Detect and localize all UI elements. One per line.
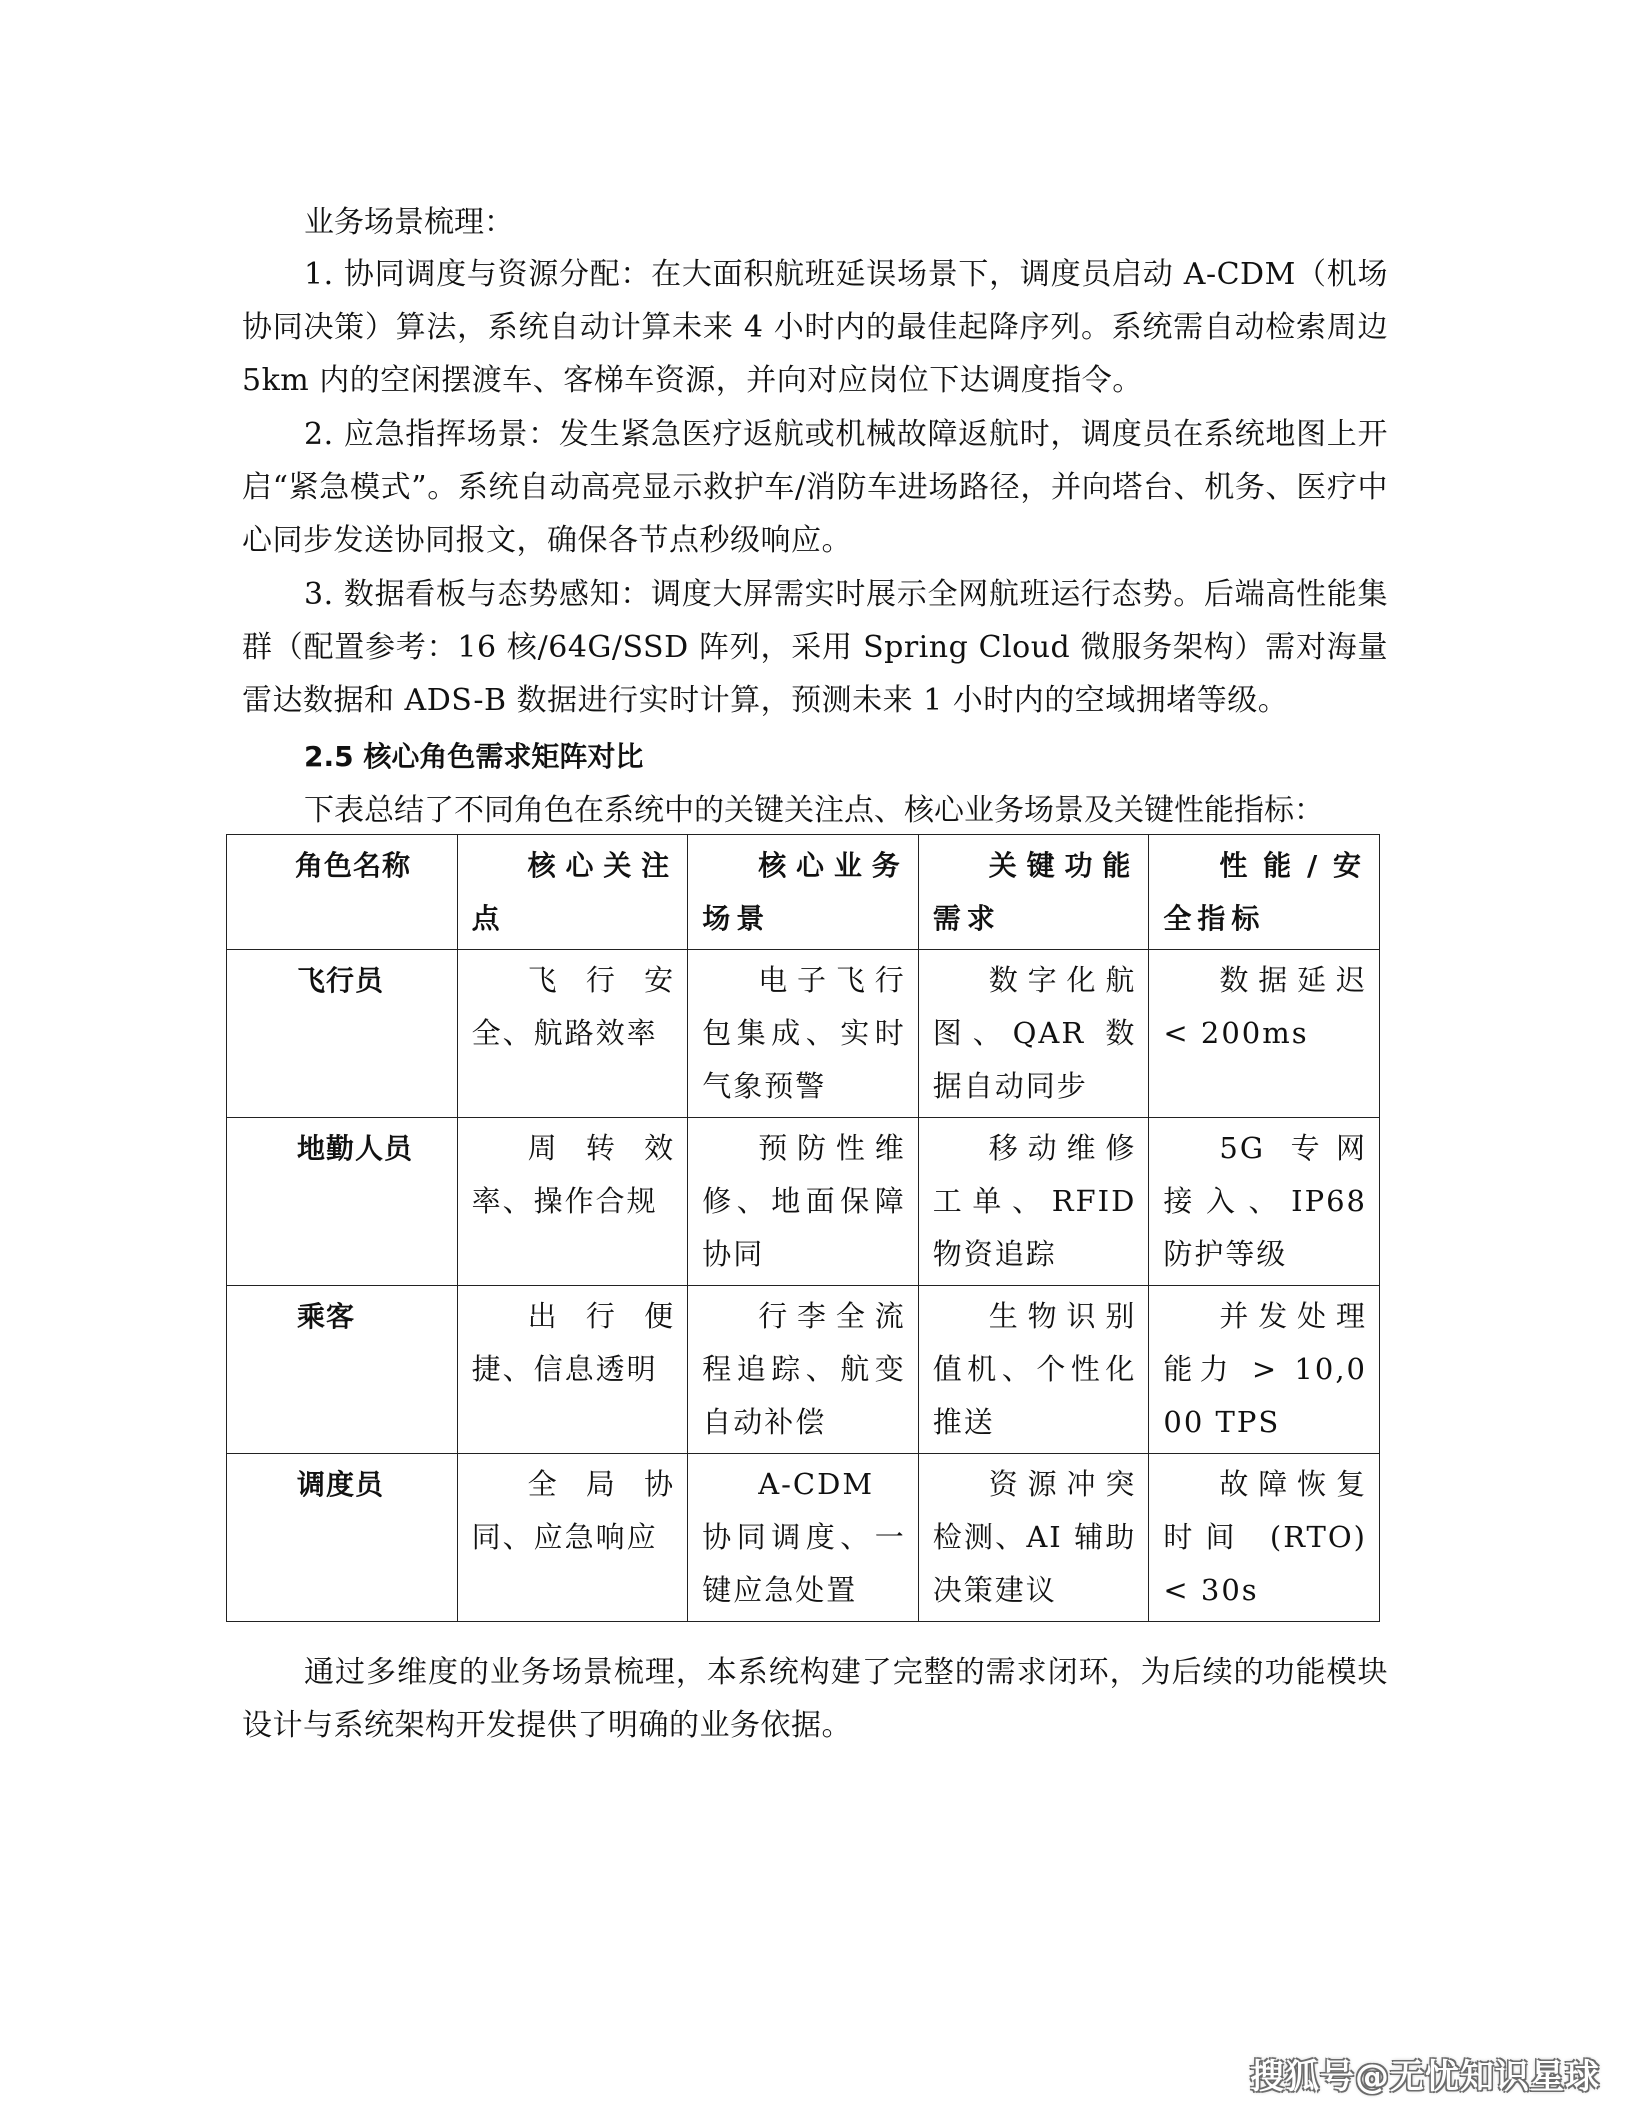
- role-requirement-table: [226, 834, 1380, 1622]
- closing-paragraph: 通过多维度的业务场景梳理，本系统构建了完整的需求闭环，为后续的功能模块设计与系统架构开发提供了明确的业务依据。: [242, 1655, 1388, 1743]
- scenario-paragraph-1: 1. 协同调度与资源分配：在大面积航班延误场景下，调度员启动 A-CDM（机场协同决策）算法，系统自动计算未来 4 小时内的最佳起降序列。系统需自动检索周边 5km 内的空闲摆渡车、客梯车资源，并向对应岗位下达调度指令。: [242, 257, 1388, 398]
- table-cell: A-CDM 协同调度、一键应急处置: [688, 1454, 919, 1622]
- table-row: [227, 950, 1380, 1118]
- table-header-cell: 关键功能需求: [918, 835, 1149, 950]
- watermark: 搜狐号@无忧知识星球: [1250, 2057, 1600, 2097]
- table-header-cell: 核心业务场景: [688, 835, 919, 950]
- table-cell: 电子飞行包集成、实时气象预警: [688, 950, 919, 1118]
- table-row: [227, 1286, 1380, 1454]
- table-cell: 飞行安全、航路效率: [457, 950, 688, 1118]
- role-name-cell: 调度员: [227, 1454, 458, 1622]
- table-header-cell: 角色名称: [227, 835, 458, 950]
- table-header-cell: 核心关注点: [457, 835, 688, 950]
- table-intro: 下表总结了不同角色在系统中的关键关注点、核心业务场景及关键性能指标：: [304, 793, 1324, 828]
- table-cell: 周转效率、操作合规: [457, 1118, 688, 1286]
- table-header-row: [227, 835, 1380, 950]
- table-cell: 生物识别值机、个性化推送: [918, 1286, 1149, 1454]
- table-cell: 行李全流程追踪、航变自动补偿: [688, 1286, 919, 1454]
- table-cell: 出行便捷、信息透明: [457, 1286, 688, 1454]
- table-cell: 并发处理能力 > 10,000 TPS: [1149, 1286, 1380, 1454]
- role-name-cell: 乘客: [227, 1286, 458, 1454]
- table-cell: 故障恢复时间 (RTO) < 30s: [1149, 1454, 1380, 1622]
- role-name-cell: 地勤人员: [227, 1118, 458, 1286]
- role-name-cell: 飞行员: [227, 950, 458, 1118]
- table-cell: 预防性维修、地面保障协同: [688, 1118, 919, 1286]
- scenario-intro-label: 业务场景梳理：: [304, 205, 514, 240]
- table-header-cell: 性能/安全指标: [1149, 835, 1380, 950]
- scenario-paragraph-2: 2. 应急指挥场景：发生紧急医疗返航或机械故障返航时，调度员在系统地图上开启“紧急模式”。系统自动高亮显示救护车/消防车进场路径，并向塔台、机务、医疗中心同步发送协同报文，确保各节点秒级响应。: [242, 417, 1388, 558]
- table-cell: 全局协同、应急响应: [457, 1454, 688, 1622]
- table-cell: 资源冲突检测、AI 辅助决策建议: [918, 1454, 1149, 1622]
- table-cell: 5G 专网接入、IP68 防护等级: [1149, 1118, 1380, 1286]
- table-cell: 数字化航图、QAR 数据自动同步: [918, 950, 1149, 1118]
- table-cell: 数据延迟 < 200ms: [1149, 950, 1380, 1118]
- table-row: [227, 1118, 1380, 1286]
- table-cell: 移动维修工单、RFID 物资追踪: [918, 1118, 1149, 1286]
- table-row: [227, 1454, 1380, 1622]
- scenario-paragraph-3: 3. 数据看板与态势感知：调度大屏需实时展示全网航班运行态势。后端高性能集群（配置参考：16 核/64G/SSD 阵列，采用 Spring Cloud 微服务架构）需对海量雷达数据和 ADS-B 数据进行实时计算，预测未来 1 小时内的空域拥堵等级。: [242, 577, 1388, 718]
- section-heading: 2.5 核心角色需求矩阵对比: [304, 740, 644, 773]
